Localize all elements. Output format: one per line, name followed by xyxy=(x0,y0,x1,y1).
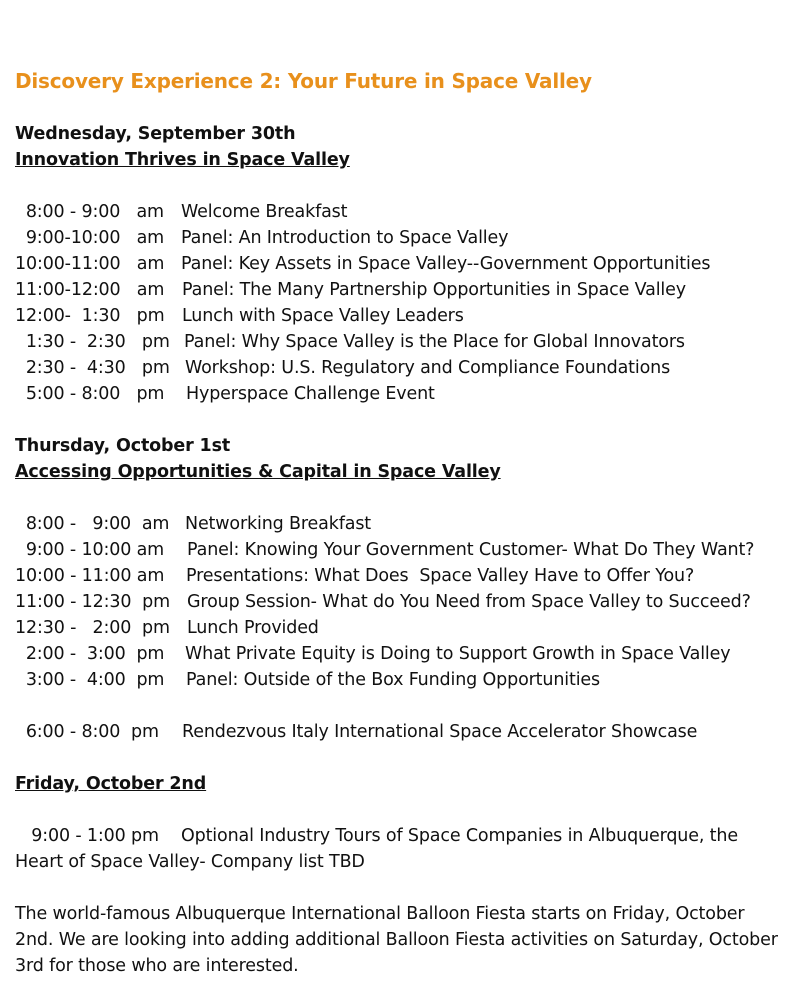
schedule-item xyxy=(15,537,754,563)
schedule-time: 11:00 - 12:30 pm xyxy=(15,592,171,612)
schedule-time: 8:00 - 9:00 am xyxy=(15,514,170,534)
schedule-time: 6:00 - 8:00 pm xyxy=(15,722,159,742)
schedule-event: Lunch Provided xyxy=(187,618,319,638)
schedule-event: Workshop: U.S. Regulatory and Compliance Foundations xyxy=(185,358,671,378)
schedule-event: Hyperspace Challenge Event xyxy=(186,384,435,404)
schedule-event: Panel: The Many Partnership Opportunities in Space Valley xyxy=(182,280,686,300)
day-heading: Thursday, October 1st xyxy=(15,436,231,456)
schedule-time: 5:00 - 8:00 pm xyxy=(15,384,165,404)
schedule-item xyxy=(15,589,751,615)
schedule-event: Panel: Key Assets in Space Valley--Government Opportunities xyxy=(181,254,711,274)
schedule-time: 10:00 - 11:00 am xyxy=(15,566,165,586)
schedule-event: Networking Breakfast xyxy=(185,514,371,534)
schedule-time: 12:30 - 2:00 pm xyxy=(15,618,170,638)
schedule-time: 8:00 - 9:00 am xyxy=(15,202,164,222)
schedule-event: Optional Industry Tours of Space Companies in Albuquerque, the Heart of Space Valley- Company list TBD xyxy=(15,826,738,872)
day-heading: Wednesday, September 30th xyxy=(15,124,296,144)
schedule-item xyxy=(15,719,697,745)
schedule-item xyxy=(15,277,686,303)
schedule-event: Panel: Outside of the Box Funding Opportunities xyxy=(186,670,601,690)
schedule-time: 9:00 - 10:00 am xyxy=(15,540,165,560)
schedule-event: Panel: An Introduction to Space Valley xyxy=(181,228,509,248)
schedule-event: Panel: Knowing Your Government Customer- What Do They Want? xyxy=(187,540,755,560)
schedule-time: 2:30 - 4:30 pm xyxy=(15,358,170,378)
schedule-item xyxy=(15,303,464,329)
schedule-item xyxy=(15,563,694,589)
page-title: Discovery Experience 2: Your Future in Space Valley xyxy=(15,69,592,93)
schedule-event: Presentations: What Does Space Valley Have to Offer You? xyxy=(186,566,695,586)
schedule-event: Group Session- What do You Need from Space Valley to Succeed? xyxy=(187,592,751,612)
schedule-item xyxy=(15,641,730,667)
schedule-time: 11:00-12:00 am xyxy=(15,280,165,300)
schedule-item xyxy=(15,355,670,381)
schedule-event: Lunch with Space Valley Leaders xyxy=(182,306,464,326)
schedule-time: 12:00- 1:30 pm xyxy=(15,306,165,326)
schedule-item xyxy=(15,615,319,641)
day-heading: Friday, October 2nd xyxy=(15,774,207,794)
schedule-item xyxy=(15,329,685,355)
schedule-time: 10:00-11:00 am xyxy=(15,254,165,274)
schedule-item xyxy=(15,823,785,875)
day-theme: Innovation Thrives in Space Valley xyxy=(15,150,350,170)
schedule-item xyxy=(15,199,347,225)
schedule-time: 2:00 - 3:00 pm xyxy=(15,644,165,664)
schedule-item xyxy=(15,251,710,277)
schedule-item xyxy=(15,381,435,407)
schedule-time: 9:00 - 1:00 pm xyxy=(15,826,159,846)
day-theme: Accessing Opportunities & Capital in Space Valley xyxy=(15,462,501,482)
schedule-item xyxy=(15,225,508,251)
schedule-event: Welcome Breakfast xyxy=(181,202,348,222)
schedule-item xyxy=(15,511,371,537)
closing-note: The world-famous Albuquerque International Balloon Fiesta starts on Friday, October 2nd. We are looking into adding additional Balloon Fiesta activities on Saturday, October 3rd for those who are interested. xyxy=(15,904,778,976)
schedule-time: 9:00-10:00 am xyxy=(15,228,165,248)
schedule-time: 3:00 - 4:00 pm xyxy=(15,670,165,690)
schedule-item xyxy=(15,667,600,693)
schedule-event: Panel: Why Space Valley is the Place for Global Innovators xyxy=(184,332,685,352)
schedule-event: What Private Equity is Doing to Support Growth in Space Valley xyxy=(185,644,731,664)
schedule-event: Rendezvous Italy International Space Accelerator Showcase xyxy=(182,722,698,742)
schedule-time: 1:30 - 2:30 pm xyxy=(15,332,170,352)
